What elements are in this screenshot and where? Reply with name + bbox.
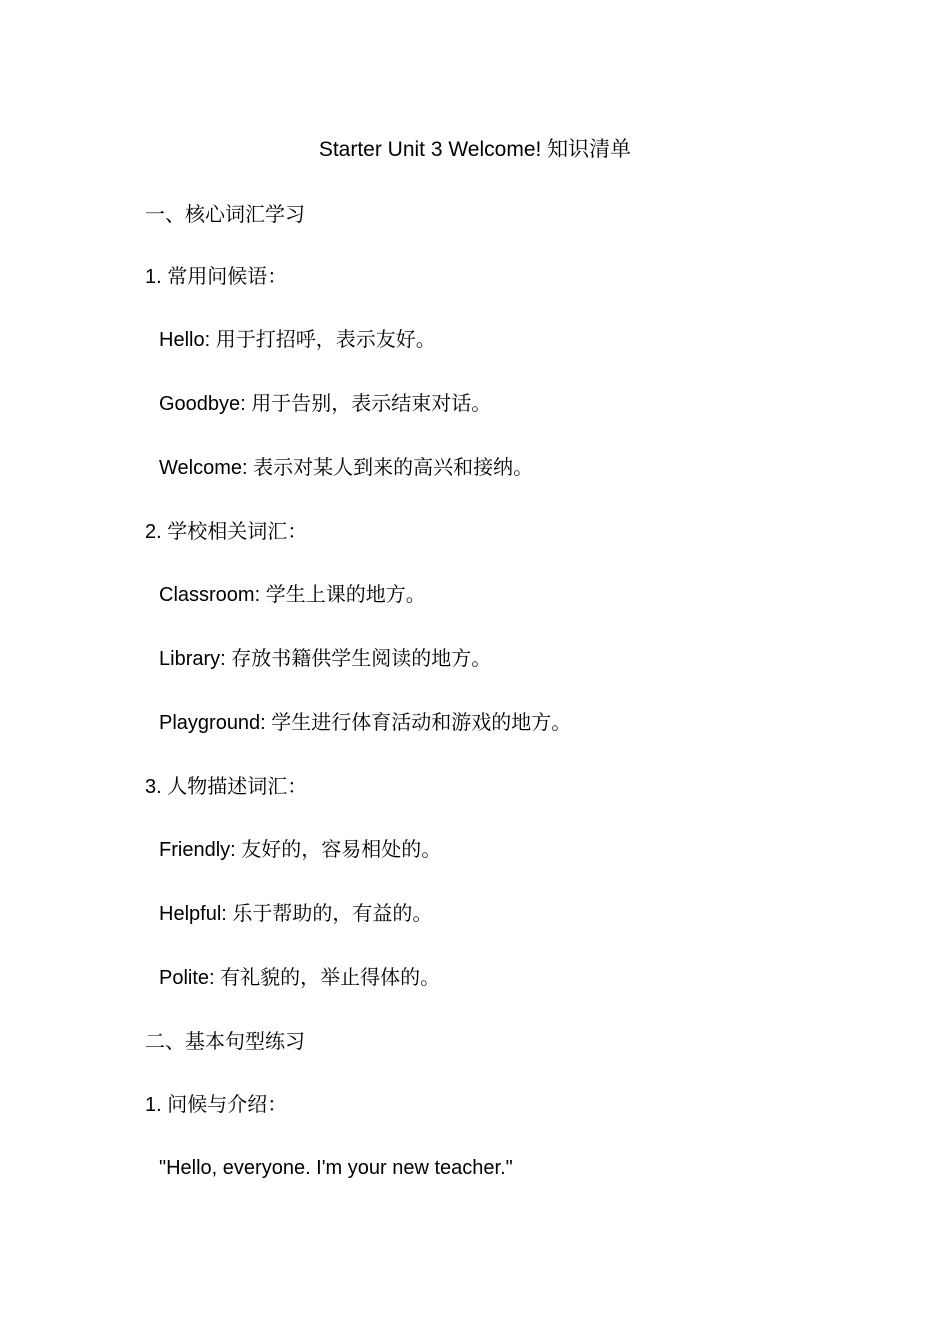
vocab-item-helpful: Helpful: 乐于帮助的，有益的。 [159,903,433,925]
vocab-item-polite: Polite: 有礼貌的，举止得体的。 [159,967,441,989]
group-heading-school: 2. 学校相关词汇： [145,521,308,543]
section-heading-vocabulary: 一、核心词汇学习 [145,204,305,226]
vocab-item-hello: Hello: 用于打招呼，表示友好。 [159,329,436,351]
vocab-item-library: Library: 存放书籍供学生阅读的地方。 [159,648,492,670]
group-heading-greetings: 1. 常用问候语： [145,266,288,288]
group-heading-greeting-intro: 1. 问候与介绍： [145,1094,288,1116]
vocab-item-friendly: Friendly: 友好的，容易相处的。 [159,839,442,861]
vocab-item-goodbye: Goodbye: 用于告别，表示结束对话。 [159,393,492,415]
example-sentence: "Hello, everyone. I'm your new teacher." [159,1157,513,1179]
vocab-item-welcome: Welcome: 表示对某人到来的高兴和接纳。 [159,457,534,479]
group-heading-people: 3. 人物描述词汇： [145,776,308,798]
document-title: Starter Unit 3 Welcome! 知识清单 [318,138,632,161]
vocab-item-playground: Playground: 学生进行体育活动和游戏的地方。 [159,712,572,734]
vocab-item-classroom: Classroom: 学生上课的地方。 [159,584,426,606]
section-heading-sentences: 二、基本句型练习 [145,1031,305,1053]
